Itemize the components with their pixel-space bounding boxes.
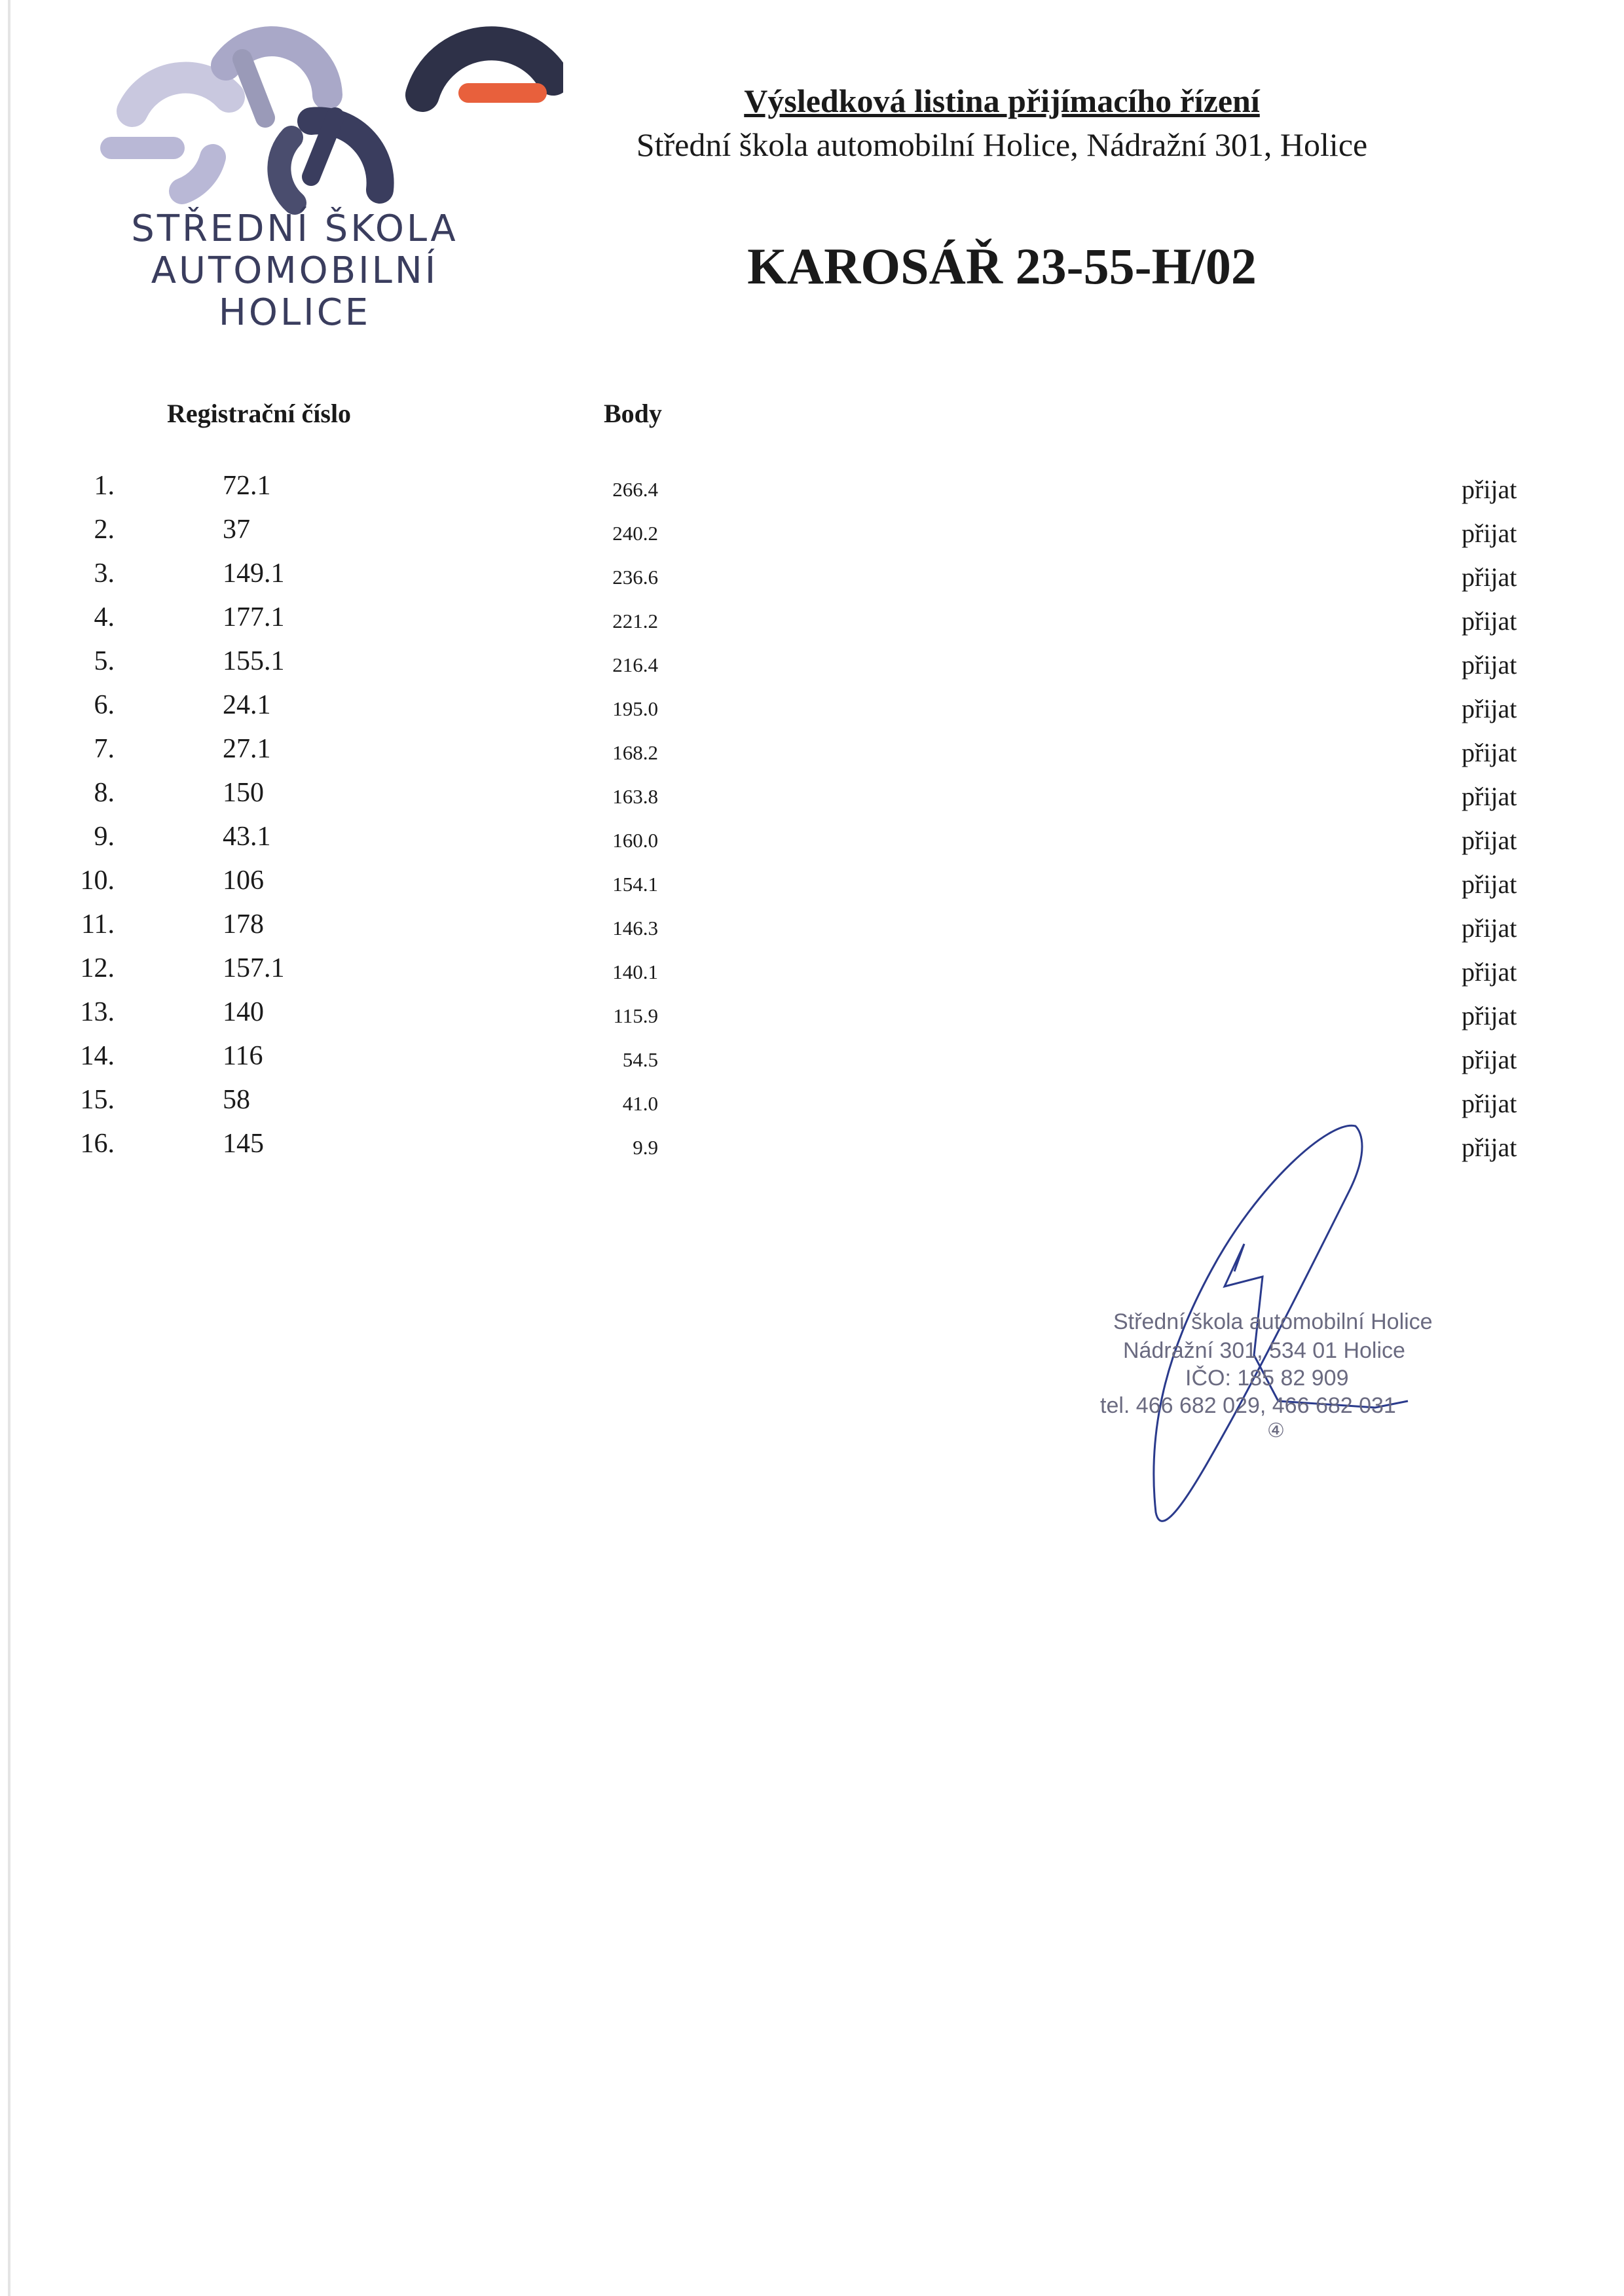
logo-text-line2: AUTOMOBILNÍ [151, 249, 439, 292]
logo-graphic [92, 20, 563, 216]
document-title: Výsledková listina přijímacího řízení [744, 82, 1260, 119]
row-order: 5. [94, 646, 115, 676]
row-points: 115.9 [613, 1004, 658, 1027]
row-points: 236.6 [612, 566, 658, 589]
row-order: 6. [94, 690, 115, 720]
row-registration-number: 58 [223, 1085, 250, 1115]
row-points: 221.2 [612, 610, 658, 632]
table-row [0, 1040, 1624, 1084]
row-order: 8. [94, 778, 115, 808]
row-points: 146.3 [612, 917, 658, 939]
table-row [0, 646, 1624, 689]
table-row [0, 909, 1624, 953]
table-row [0, 996, 1624, 1040]
row-registration-number: 145 [223, 1129, 264, 1159]
row-order: 14. [80, 1041, 115, 1071]
row-points: 154.1 [612, 873, 658, 896]
row-registration-number: 37 [223, 515, 250, 545]
row-order: 13. [80, 997, 115, 1027]
row-registration-number: 149.1 [223, 558, 285, 589]
table-row [0, 821, 1624, 865]
row-order: 2. [94, 515, 115, 545]
row-registration-number: 150 [223, 778, 264, 808]
row-points: 163.8 [612, 785, 658, 808]
row-order: 16. [80, 1129, 115, 1159]
table-row [0, 602, 1624, 646]
column-header-points: Body [604, 399, 662, 428]
row-result: přijat [1462, 913, 1517, 943]
row-points: 240.2 [612, 522, 658, 545]
row-result: přijat [1462, 1133, 1517, 1162]
row-result: přijat [1462, 606, 1517, 636]
row-result: přijat [1462, 957, 1517, 987]
row-points: 54.5 [622, 1048, 658, 1071]
row-registration-number: 106 [223, 866, 264, 896]
stamp-line4: tel. 466 682 029, 466 682 031 [1100, 1393, 1396, 1418]
row-points: 195.0 [612, 697, 658, 720]
row-points: 216.4 [612, 653, 658, 676]
table-row [0, 470, 1624, 514]
row-result: přijat [1462, 1001, 1517, 1030]
row-registration-number: 178 [223, 909, 264, 939]
row-points: 9.9 [633, 1136, 658, 1159]
stamp-line3: IČO: 185 82 909 [1185, 1366, 1349, 1391]
table-row [0, 865, 1624, 909]
row-result: přijat [1462, 1045, 1517, 1074]
row-order: 4. [94, 602, 115, 632]
row-points: 140.1 [612, 960, 658, 983]
results-table [0, 470, 1624, 1172]
table-row [0, 689, 1624, 733]
row-points: 41.0 [622, 1092, 658, 1115]
row-order: 12. [80, 953, 115, 983]
row-registration-number: 27.1 [223, 734, 271, 764]
document-subtitle: Střední škola automobilní Holice, Nádražní 301, Holice [636, 126, 1368, 163]
row-points: 160.0 [612, 829, 658, 852]
row-registration-number: 155.1 [223, 646, 285, 676]
row-registration-number: 140 [223, 997, 264, 1027]
row-registration-number: 157.1 [223, 953, 285, 983]
row-registration-number: 72.1 [223, 471, 271, 501]
row-result: přijat [1462, 826, 1517, 855]
logo-text-line3: HOLICE [218, 291, 371, 334]
row-registration-number: 177.1 [223, 602, 285, 632]
logo-text-line1: STŘEDNÍ ŠKOLA [131, 208, 458, 250]
school-stamp [1094, 1113, 1513, 1545]
row-order: 7. [94, 734, 115, 764]
stamp-line5: ④ [1267, 1420, 1285, 1442]
row-order: 11. [81, 909, 115, 939]
row-result: přijat [1462, 1089, 1517, 1118]
row-result: přijat [1462, 519, 1517, 548]
school-logo [92, 20, 563, 334]
row-result: přijat [1462, 562, 1517, 592]
row-registration-number: 116 [223, 1041, 263, 1071]
row-result: přijat [1462, 782, 1517, 811]
row-order: 15. [80, 1085, 115, 1115]
column-header-registration: Registrační číslo [167, 399, 352, 428]
table-row [0, 733, 1624, 777]
row-order: 3. [94, 558, 115, 589]
row-points: 266.4 [612, 478, 658, 501]
table-row [0, 777, 1624, 821]
row-order: 1. [94, 471, 115, 501]
row-order: 10. [80, 866, 115, 896]
row-result: přijat [1462, 475, 1517, 504]
row-registration-number: 43.1 [223, 822, 271, 852]
stamp-line2: Nádražní 301, 534 01 Holice [1123, 1338, 1405, 1363]
row-result: přijat [1462, 650, 1517, 680]
row-points: 168.2 [612, 741, 658, 764]
row-result: přijat [1462, 738, 1517, 767]
stamp-line1: Střední škola automobilní Holice [1113, 1309, 1433, 1334]
row-order: 9. [94, 822, 115, 852]
row-result: přijat [1462, 869, 1517, 899]
table-row [0, 514, 1624, 558]
table-row [0, 558, 1624, 602]
table-row [0, 953, 1624, 996]
program-heading: KAROSÁŘ 23-55-H/02 [747, 238, 1257, 295]
row-result: přijat [1462, 694, 1517, 723]
row-registration-number: 24.1 [223, 690, 271, 720]
